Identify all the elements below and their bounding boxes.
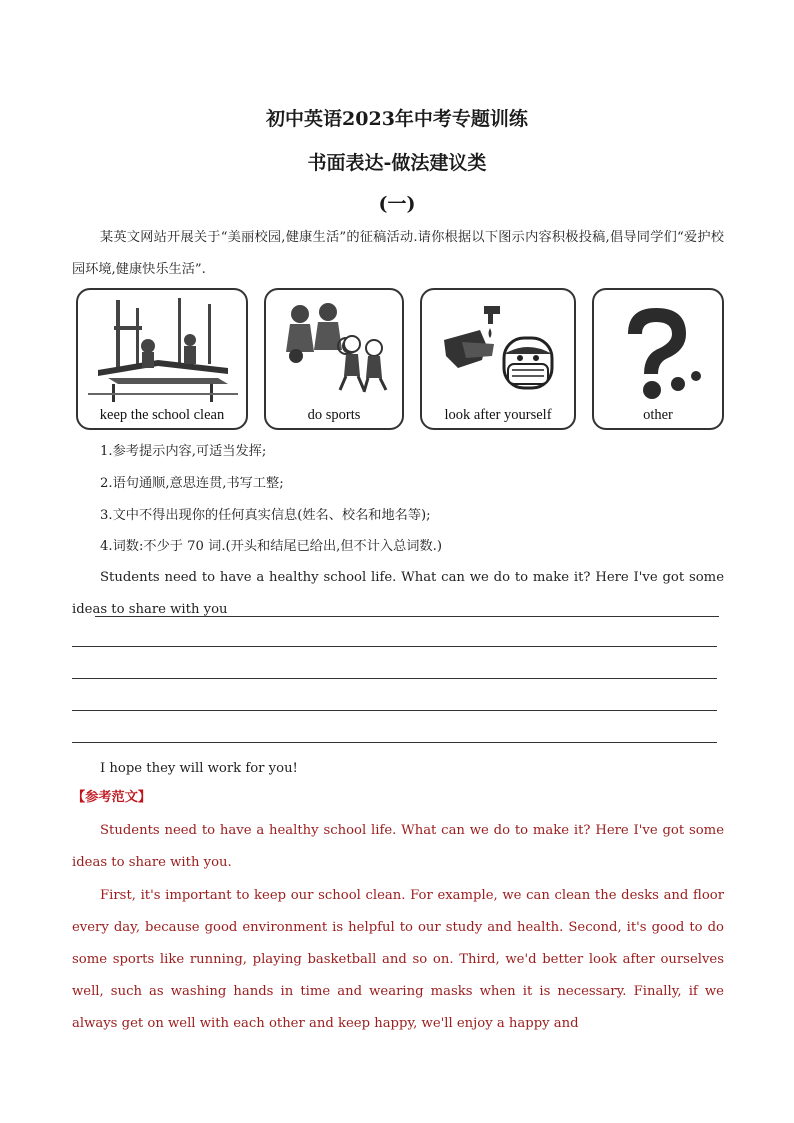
page-title: 初中英语2023年中考专题训练 [266,108,528,130]
model-essay-label: 【参考范文】 [72,790,152,805]
requirement-item: 4.词数:不少于 70 词.(开头和结尾已给出,但不计入总词数.) [100,539,442,554]
writing-line[interactable] [95,616,719,617]
essay-opening: Students need to have a healthy school life. What can we do to make it? Here I've got some ideas to share with you [72,570,724,617]
writing-line[interactable] [72,710,717,711]
essay-closing: I hope they will work for you! [100,761,298,776]
panel-caption: keep the school clean [99,407,225,423]
page-subtitle: 书面表达-做法建议类 [307,152,487,174]
model-paragraph-1: Students need to have a healthy school life. What can we do to make it? Here I've got some ideas to share with you. [72,823,724,870]
writing-line[interactable] [72,646,717,647]
model-paragraph-2: First, it's important to keep our school clean. For example, we can clean the desks and floor every day, because good environment is helpful to our study and health. Second, it's good to do some sports like running, playing basketball and so on. Third, we'd better look after ourselves well, such as washing hands in time and wearing masks when it is necessary. Finally, if we always get on well with each other and keep happy, we'll enjoy a happy and [72,888,724,1031]
panel-caption: do sports [307,407,361,423]
section-number: (一) [378,193,416,215]
requirement-item: 2.语句通顺,意思连贯,书写工整; [100,476,284,491]
requirement-item: 3.文中不得出现你的任何真实信息(姓名、校名和地名等); [100,508,431,523]
requirement-item: 1.参考提示内容,可适当发挥; [100,444,267,459]
task-intro: 某英文网站开展关于“美丽校园,健康生活”的征稿活动.请你根据以下图示内容积极投稿,倡导同学们“爱护校园环境,健康快乐生活”. [72,230,724,277]
panel-caption: other [643,407,673,423]
panel-other [592,288,724,430]
panel-do-sports [264,288,404,430]
panel-caption: look after yourself [444,407,552,423]
panel-look-after [420,288,576,430]
writing-line[interactable] [72,742,717,743]
picture-prompts [76,288,724,430]
panel-keep-clean [76,288,248,430]
writing-line[interactable] [72,678,717,679]
